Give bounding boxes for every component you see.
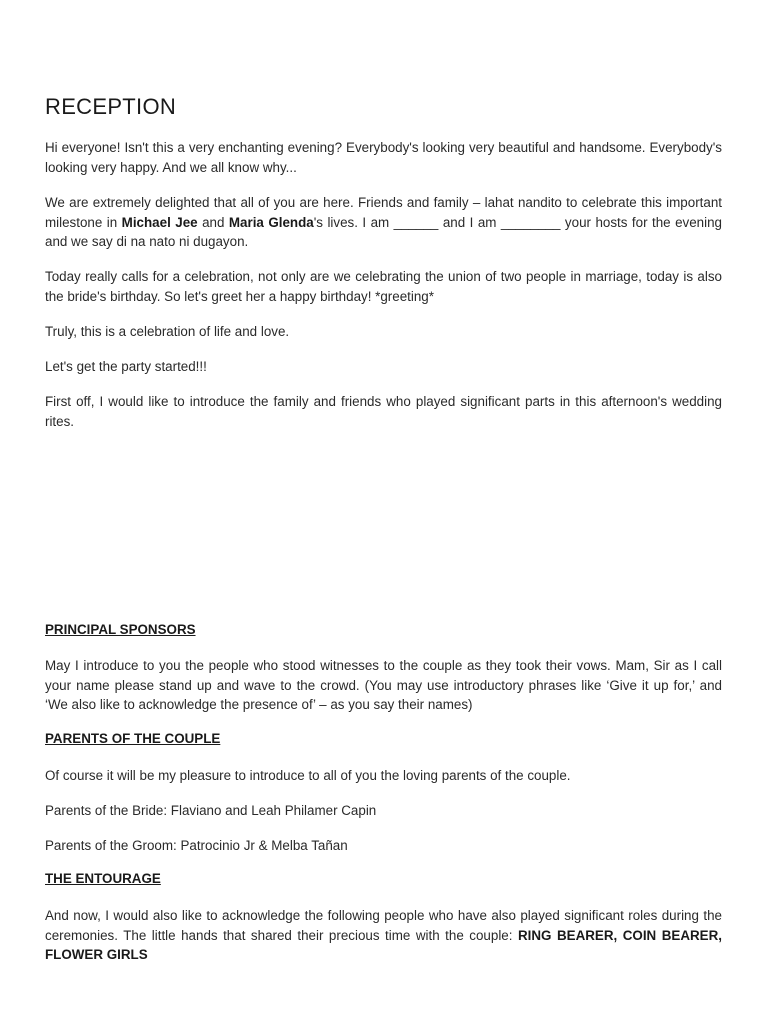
life-love-paragraph: Truly, this is a celebration of life and love. xyxy=(45,324,290,339)
parents-of-bride: Parents of the Bride: Flaviano and Leah Philamer Capin xyxy=(45,803,377,818)
entourage-roles: RING BEARER, COIN BEARER, FLOWER GIRLS xyxy=(45,927,722,962)
introduction-paragraph: First off, I would like to introduce the family and friends who played significant parts in this afternoon's wedding rites. xyxy=(45,394,722,429)
groom-name: Michael Jee xyxy=(121,214,198,230)
party-paragraph: Let's get the party started!!! xyxy=(45,359,207,374)
parents-of-groom: Parents of the Groom: Patrocinio Jr & Melba Tañan xyxy=(45,838,348,853)
welcome-paragraph xyxy=(45,193,722,252)
bride-name: Maria Glenda xyxy=(228,214,314,230)
parents-heading: PARENTS OF THE COUPLE xyxy=(45,731,221,746)
celebration-paragraph: Today really calls for a celebration, not only are we celebrating the union of two people in marriage, today is also the bride's birthday. So let's greet her a happy birthday! *greeting* xyxy=(45,269,722,304)
page-title: RECEPTION xyxy=(45,94,177,119)
welcome-text-end: 's lives. I am ______ and I am ________ your hosts for the evening and we say di na nato ni dugayon. xyxy=(45,214,722,249)
entourage-text xyxy=(45,906,722,965)
principal-sponsors-heading: PRINCIPAL SPONSORS xyxy=(45,622,196,637)
welcome-text-start: We are extremely delighted that all of you are here. Friends and family – lahat nandito to celebrate this important milestone in xyxy=(45,195,722,230)
entourage-text-body: And now, I would also like to acknowledge the following people who have also played significant roles during the ceremonies. The little hands that shared their precious time with the couple: xyxy=(45,908,722,943)
parents-intro: Of course it will be my pleasure to introduce to all of you the loving parents of the couple. xyxy=(45,768,571,783)
entourage-heading: THE ENTOURAGE xyxy=(45,871,161,886)
welcome-and: and xyxy=(197,214,229,230)
greeting-paragraph: Hi everyone! Isn't this a very enchanting evening? Everybody's looking very beautiful and handsome. Everybody's looking very happy. And we all know why... xyxy=(45,140,722,175)
principal-sponsors-text: May I introduce to you the people who stood witnesses to the couple as they took their vows. Mam, Sir as I call your name please stand up and wave to the crowd. (You may use introductory phrases like ‘Give it up for,’ and ‘We also like to acknowledge the presence of’ – as you say their names) xyxy=(45,658,722,712)
